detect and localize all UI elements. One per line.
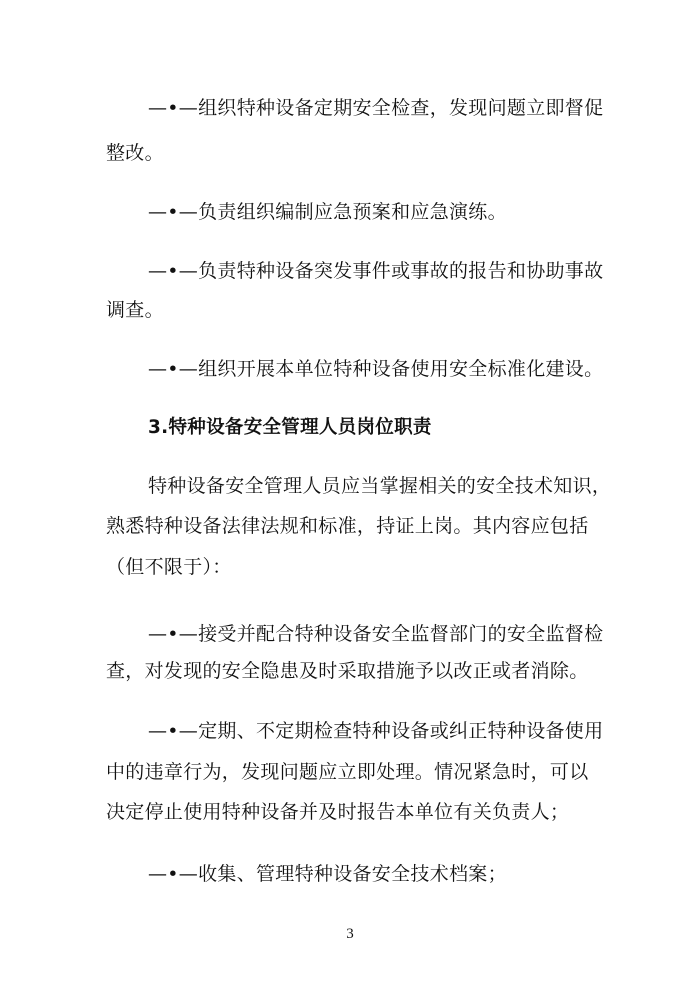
intro-line-1: 特种设备安全管理人员应当掌握相关的安全技术知识， — [148, 475, 612, 497]
paragraph-3-line-2: 调查。 — [106, 299, 164, 321]
page-number: 3 — [346, 926, 354, 942]
intro-line-2: 熟悉特种设备法律法规和标准，持证上岗。其内容应包括 — [106, 515, 589, 537]
paragraph-4-line-1: —•—组织开展本单位特种设备使用安全标准化建设。 — [148, 358, 604, 380]
duty-1-line-2: 查，对发现的安全隐患及时采取措施予以改正或者消除。 — [106, 660, 589, 682]
duty-3-line-1: —•—收集、管理特种设备安全技术档案； — [148, 863, 507, 885]
paragraph-2-line-1: —•—负责组织编制应急预案和应急演练。 — [148, 201, 507, 223]
section-heading: 3.特种设备安全管理人员岗位职责 — [148, 417, 432, 438]
duty-2-line-1: —•—定期、不定期检查特种设备或纠正特种设备使用 — [148, 720, 604, 742]
paragraph-3-line-1: —•—负责特种设备突发事件或事故的报告和协助事故 — [148, 260, 604, 282]
paragraph-1-line-1: —•—组织特种设备定期安全检查，发现问题立即督促 — [148, 97, 604, 119]
duty-2-line-2: 中的违章行为，发现问题应立即处理。情况紧急时，可以 — [106, 761, 589, 783]
duty-1-line-1: —•—接受并配合特种设备安全监督部门的安全监督检 — [148, 623, 604, 645]
duty-2-line-3: 决定停止使用特种设备并及时报告本单位有关负责人； — [106, 801, 570, 823]
intro-line-3: （但不限于）： — [106, 556, 232, 578]
paragraph-1-line-2: 整改。 — [106, 142, 164, 164]
